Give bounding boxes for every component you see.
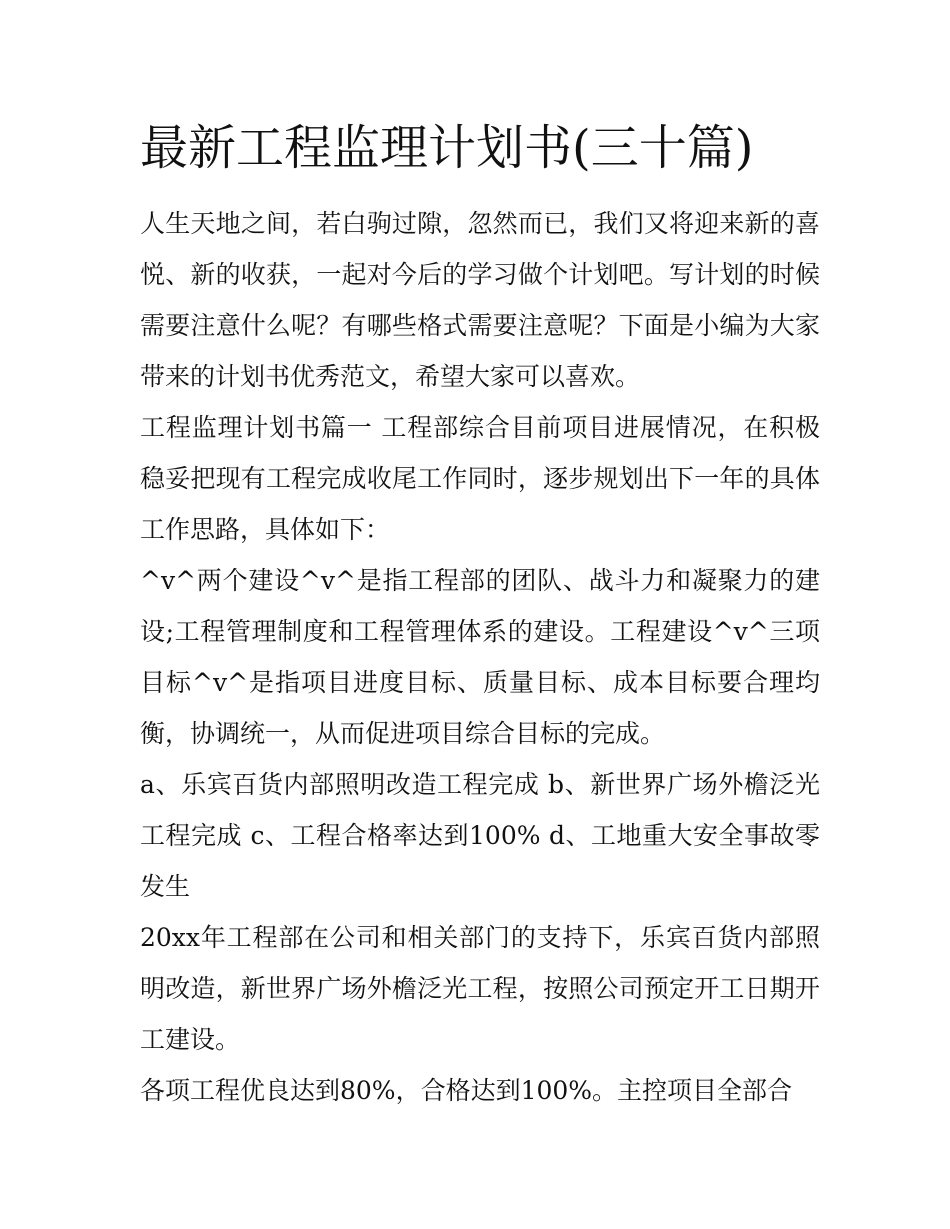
paragraph-plan-one: 工程监理计划书篇一 工程部综合目前项目进展情况，在积极稳妥把现有工程完成收尾工作同时，逐步规划出下一年的具体工作思路，具体如下： bbox=[140, 413, 820, 544]
document-title: 最新工程监理计划书(三十篇) bbox=[140, 120, 754, 176]
paragraph-targets: a、乐宾百货内部照明改造工程完成 b、新世界广场外檐泛光工程完成 c、工程合格率达到100% d、工地重大安全事故零发生 bbox=[140, 770, 820, 901]
paragraph-quality: 各项工程优良达到80%，合格达到100%。主控项目全部合 bbox=[140, 1076, 793, 1105]
paragraph-progress: 20xx年工程部在公司和相关部门的支持下，乐宾百货内部照明改造，新世界广场外檐泛光工程，按照公司预定开工日期开工建设。 bbox=[140, 923, 820, 1054]
document-page bbox=[140, 112, 820, 1116]
paragraph-construction-goals: ^v^两个建设^v^是指工程部的团队、战斗力和凝聚力的建设;工程管理制度和工程管理体系的建设。工程建设^v^三项目标^v^是指项目进度目标、质量目标、成本目标要合理均衡，协调统一，从而促进项目综合目标的完成。 bbox=[140, 566, 820, 748]
paragraph-intro: 人生天地之间，若白驹过隙，忽然而已，我们又将迎来新的喜悦、新的收获，一起对今后的学习做个计划吧。写计划的时候需要注意什么呢？有哪些格式需要注意呢？下面是小编为大家带来的计划书优秀范文，希望大家可以喜欢。 bbox=[140, 209, 820, 391]
